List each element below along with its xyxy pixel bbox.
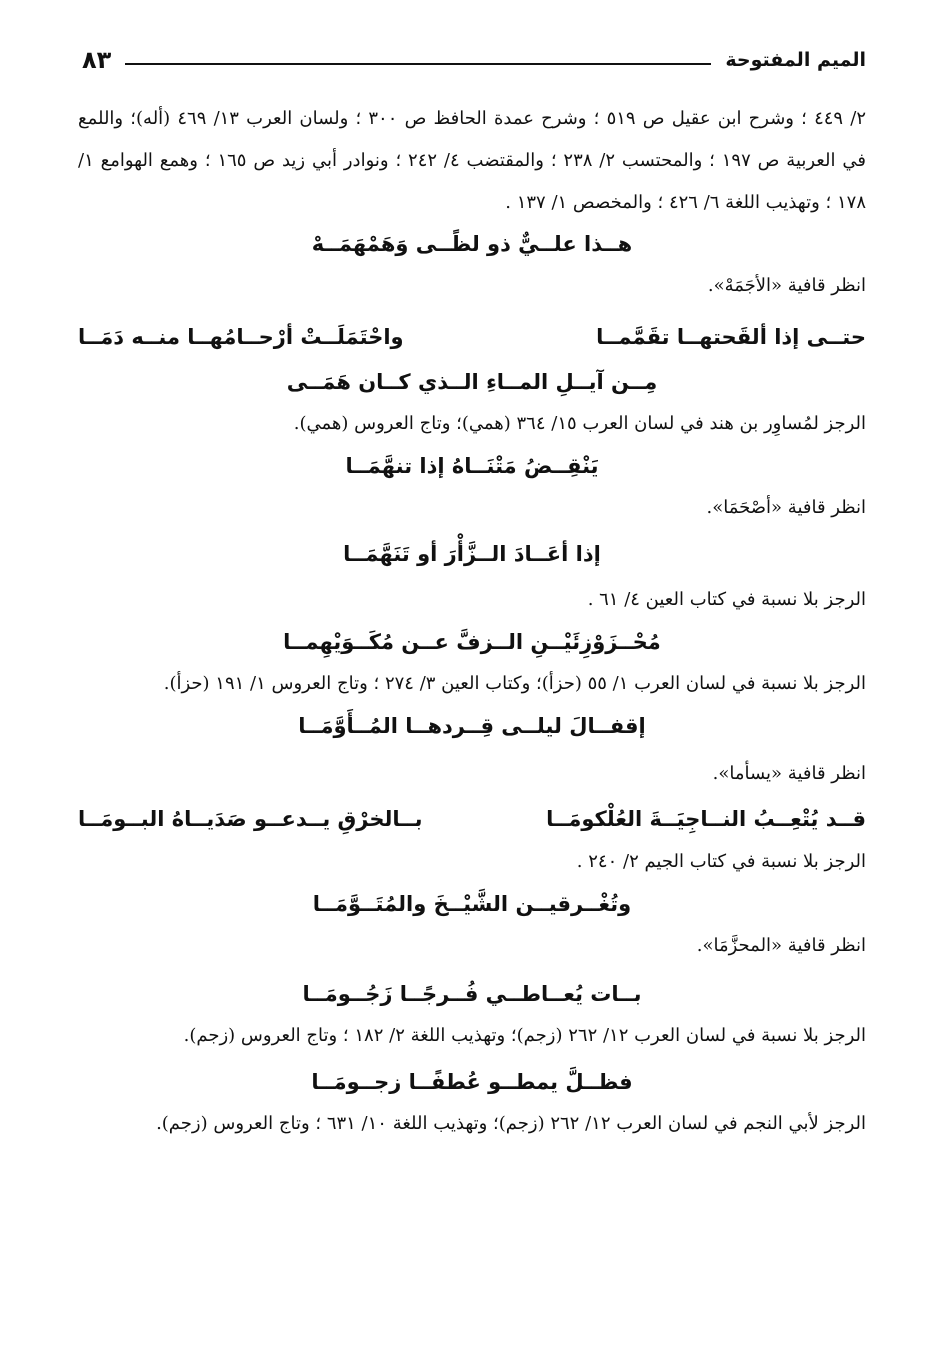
note-line: انظر قافية «أصْحَمَا». — [706, 497, 866, 518]
verse-line: إقفــالَ ليلــى قِــردهــا المُــأَوَّمَــا — [298, 714, 646, 738]
verse-line: فظــلَّ يمطــو عُطفًــا زجــومَــا — [311, 1070, 633, 1094]
verse-line: يَنْقِــضُ مَتْنَــاهُ إذا تنهَّمَــا — [345, 454, 599, 478]
note-line: انظر قافية «يسأما». — [712, 763, 866, 784]
note-line: انظر قافية «الأجَمَهْ». — [707, 275, 866, 296]
verse-second-hemistich: بــالخرْقِ يــدعــو صَدَيــاهُ البــومَــا — [78, 807, 423, 831]
note-line: الرجز لأبي النجم في لسان العرب ١٢/ ٢٦٢ (زجم)؛ وتهذيب اللغة ١٠/ ٦٣١ ؛ وتاج العروس (زجم). — [156, 1113, 866, 1134]
verse-second-hemistich: واحْتَمَلَــتْ أرْحــامُهــا منــه دَمَــا — [78, 325, 404, 349]
header-rule — [125, 63, 711, 65]
intro-paragraph: ٢/ ٤٤٩ ؛ وشرح ابن عقيل ص ٥١٩ ؛ وشرح عمدة الحافظ ص ٣٠٠ ؛ ولسان العرب ١٣/ ٤٦٩ (أله)؛ واللمع في العربية ص ١٩٧ ؛ والمحتسب ٢/ ٢٣٨ ؛ والمقتضب ٤/ ٢٤٢ ؛ ونوادر أبي زيد ص ١٦٥ ؛ وهمع الهوامع ١/ ١٧٨ ؛ وتهذيب اللغة ٦/ ٤٢٦ ؛ والمخصص ١/ ١٣٧ . — [78, 108, 867, 213]
verse-first-hemistich: قــد يُتْعِــبُ النــاجِيَــةَ العُلْكومَــا — [546, 807, 866, 831]
verse-line: بــات يُعــاطــي فُــرجًــا زَجُــومَــا — [302, 982, 642, 1006]
verse-line: إذا أعَــادَ الــزَّأْرَ أو تَنَهَّمَــا — [343, 542, 601, 566]
note-line: الرجز بلا نسبة في لسان العرب ١/ ٥٥ (حزأ)؛ وكتاب العين ٣/ ٢٧٤ ؛ وتاج العروس ١/ ١٩١ (حزأ). — [163, 673, 866, 694]
note-line: انظر قافية «المحزَّمَا». — [696, 935, 866, 956]
verse-line: هــذا علــيٌّ ذو لظًــى وَهَمْهَمَــهْ — [311, 232, 633, 256]
verse-line: مِــن آيــلِ المــاءِ الــذي كــان هَمَــى — [286, 370, 658, 394]
page-header — [82, 38, 866, 82]
verse-first-hemistich: حتــى إذا ألقَحتهــا تقَمَّمــا — [596, 325, 866, 349]
running-title: الميم المفتوحة — [725, 49, 866, 71]
verse-line: وتُغْــرقيــن الشَّيْــخَ والمُتَــوَّمَــا — [312, 892, 632, 916]
note-line: الرجز بلا نسبة في كتاب العين ٤/ ٦١ . — [587, 589, 866, 610]
verse-couplet — [78, 314, 866, 360]
note-line: الرجز بلا نسبة في كتاب الجيم ٢/ ٢٤٠ . — [576, 851, 866, 872]
verse-couplet — [78, 796, 866, 842]
page-number: ٨٣ — [82, 46, 112, 74]
verse-line: مُحْــزَوْزِئَيْــنِ الــزفَّ عــن مُكَــوَيْهِمــا — [283, 630, 661, 654]
page-content — [78, 98, 866, 1144]
note-line: الرجز لمُساوِر بن هند في لسان العرب ١٥/ ٣٦٤ (همي)؛ وتاج العروس (همي). — [293, 413, 866, 434]
note-line: الرجز بلا نسبة في لسان العرب ١٢/ ٢٦٢ (زجم)؛ وتهذيب اللغة ٢/ ١٨٢ ؛ وتاج العروس (زجم). — [183, 1025, 866, 1046]
